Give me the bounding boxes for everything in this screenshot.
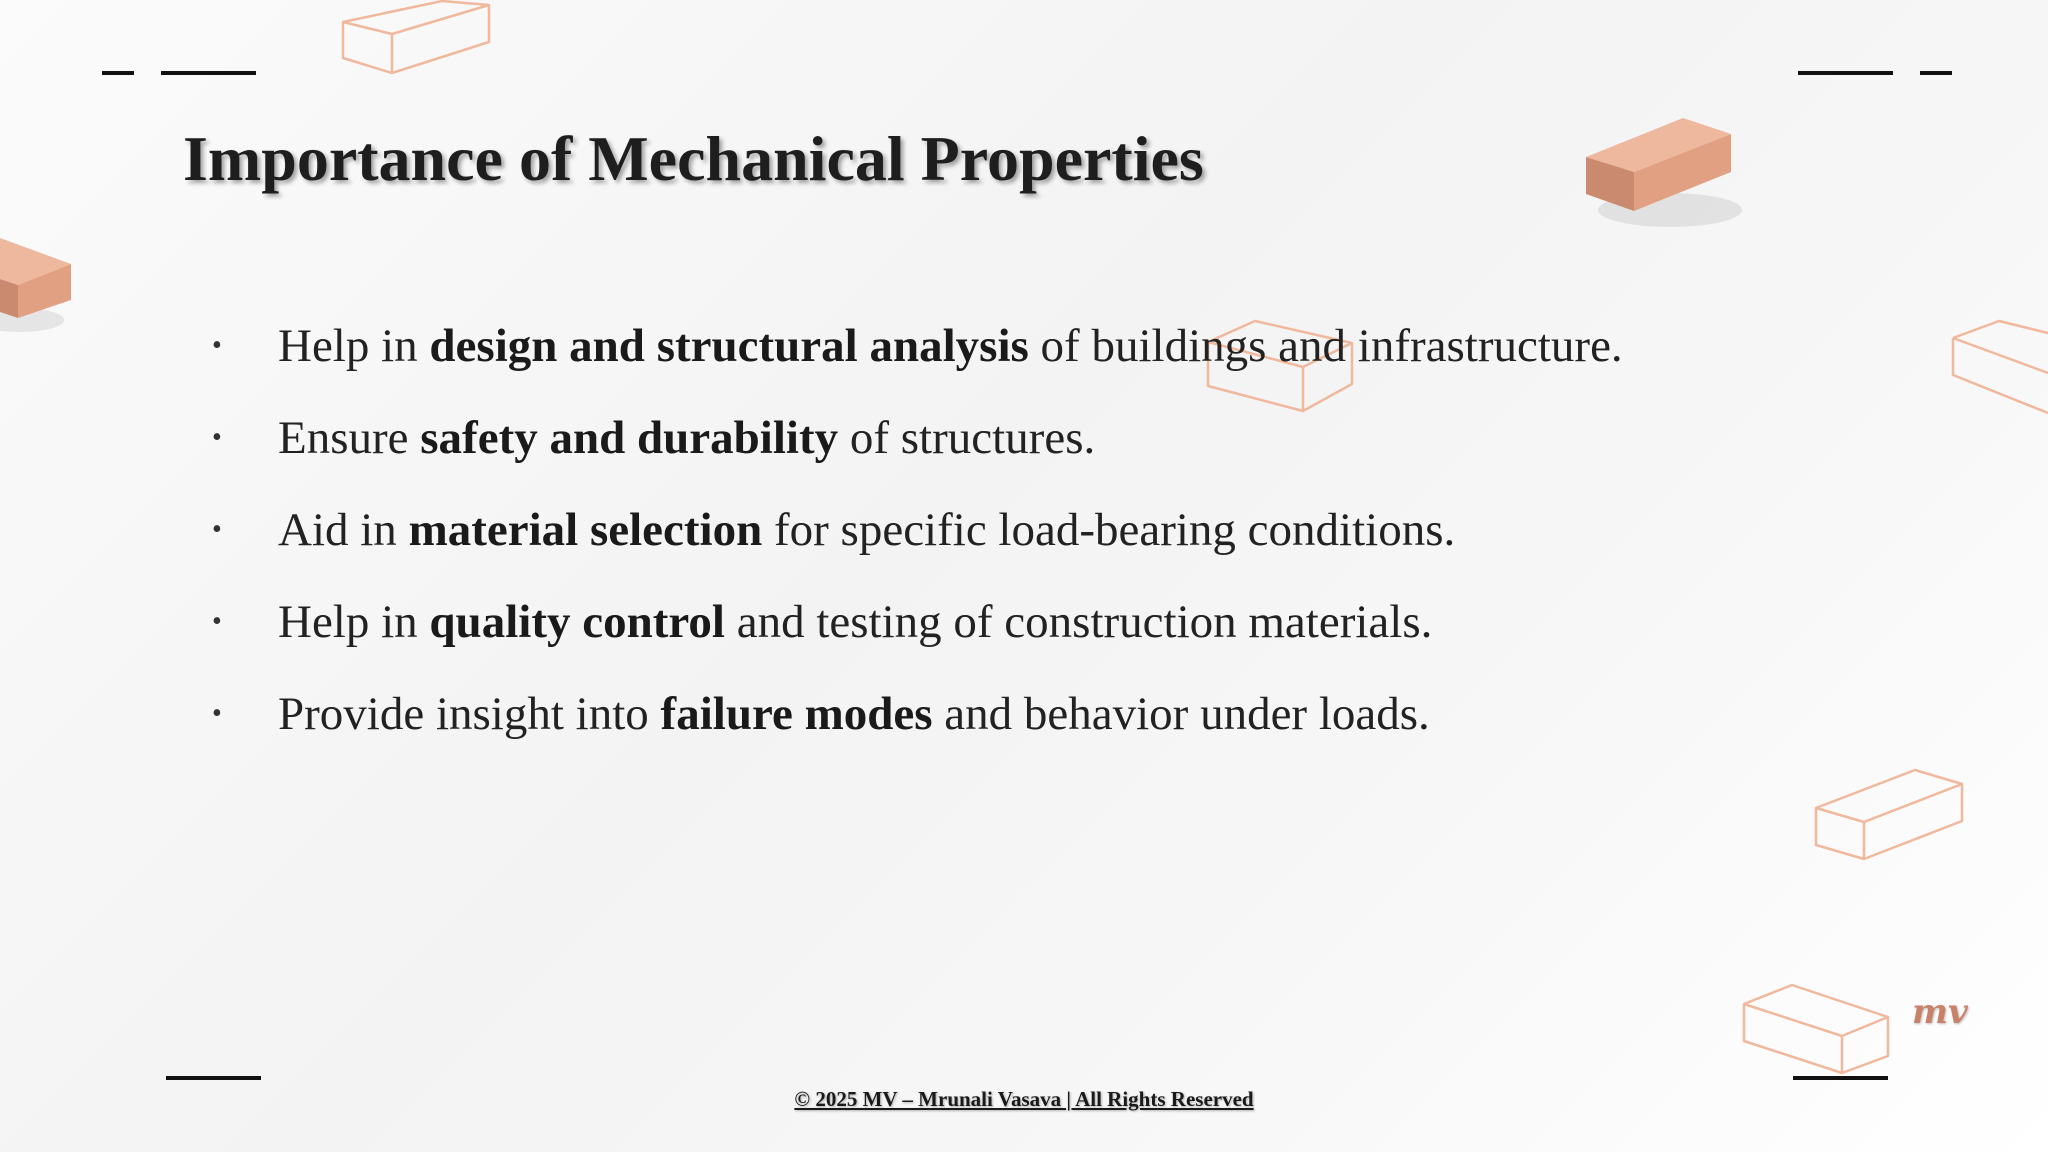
bullet-text-plain: of structures. [838, 412, 1096, 464]
bullet-text-plain: of buildings and infrastructure. [1028, 320, 1623, 372]
bullet-text-plain: for specific load-bearing conditions. [762, 504, 1456, 556]
bullet-text-plain: Aid in [278, 504, 409, 556]
bullet-text-bold: design and structural analysis [429, 320, 1029, 372]
corner-dashes [102, 73, 1952, 1078]
bullet-text [278, 398, 1095, 478]
bullet-marker: • [212, 514, 222, 545]
bullet-marker: • [212, 330, 222, 361]
bullet-text-plain: and testing of construction materials. [724, 596, 1433, 648]
mv-logo-icon: mv [1912, 992, 1968, 1032]
brick-outline-icon [1744, 985, 1888, 1073]
bullet-text-plain: Help in [278, 596, 430, 648]
bullet-text-bold: safety and durability [420, 412, 839, 464]
bullet-marker: • [212, 422, 222, 453]
bullet-text [278, 582, 1432, 662]
bullet-text [278, 306, 1623, 386]
brick-outline-icon [1953, 321, 2048, 413]
bullet-text [278, 490, 1455, 570]
bullet-text-bold: material selection [408, 504, 763, 556]
bullet-marker: • [212, 698, 222, 729]
brick-outline-icon [1816, 770, 1962, 859]
bullet-text-bold: failure modes [660, 688, 933, 740]
bullet-text-bold: quality control [429, 596, 725, 648]
brick-solid-icon [1586, 118, 1742, 227]
copyright-footer: © 2025 MV – Mrunali Vasava | All Rights Reserved [794, 1087, 1254, 1111]
bullet-text [278, 674, 1430, 754]
brick-solid-icon [0, 238, 71, 332]
brick-outline-icon [343, 1, 489, 73]
bullet-text-plain: and behavior under loads. [932, 688, 1430, 740]
bullet-text-plain: Help in [278, 320, 430, 372]
slide-title: Importance of Mechanical Properties [183, 123, 1204, 194]
bullet-text-plain: Provide insight into [278, 688, 661, 740]
bullet-text-plain: Ensure [278, 412, 421, 464]
bullet-marker: • [212, 606, 222, 637]
